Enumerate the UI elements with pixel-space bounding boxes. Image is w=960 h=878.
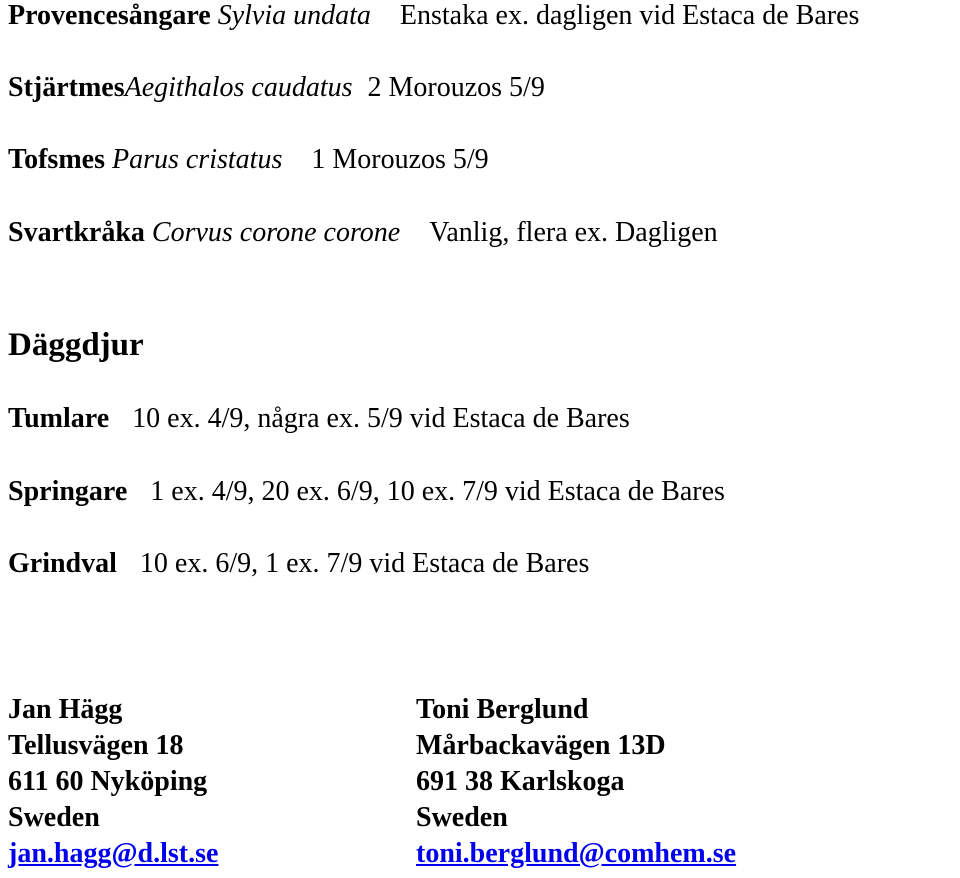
mammal-note: 10 ex. 4/9, några ex. 5/9 vid Estaca de Bares (132, 403, 630, 434)
bird-latin-name: Sylvia undata (217, 0, 371, 31)
contact-street: Mårbackavägen 13D (416, 730, 666, 761)
mammal-note: 1 ex. 4/9, 20 ex. 6/9, 10 ex. 7/9 vid Estaca de Bares (150, 476, 725, 507)
mammal-row (8, 476, 725, 508)
bird-note: 2 Morouzos 5/9 (367, 72, 545, 103)
bird-common-name: Tofsmes (8, 144, 105, 175)
contact-name: Toni Berglund (416, 694, 589, 725)
bird-note: Vanlig, flera ex. Dagligen (429, 217, 718, 248)
section-heading-mammals: Däggdjur (8, 327, 144, 363)
contact-email-link[interactable]: toni.berglund@comhem.se (416, 838, 737, 869)
contact-city: 611 60 Nyköping (8, 766, 208, 797)
contact-city: 691 38 Karlskoga (416, 766, 625, 797)
bird-common-name: Svartkråka (8, 217, 145, 248)
mammal-name: Springare (8, 476, 128, 507)
bird-row (8, 217, 718, 249)
bird-row (8, 72, 545, 104)
bird-latin-name: Parus cristatus (111, 144, 283, 175)
contact-block-jan (8, 692, 218, 872)
mammal-name: Grindval (8, 548, 117, 579)
mammal-row (8, 403, 630, 435)
contact-country: Sweden (8, 802, 100, 833)
contact-name: Jan Hägg (8, 694, 123, 725)
bird-common-name: Stjärtmes (8, 72, 125, 103)
bird-latin-name: Aegithalos caudatus (124, 72, 353, 103)
mammal-note: 10 ex. 6/9, 1 ex. 7/9 vid Estaca de Bares (139, 548, 590, 579)
contact-country: Sweden (416, 802, 508, 833)
bird-row (8, 144, 489, 176)
contact-street: Tellusvägen 18 (8, 730, 184, 761)
bird-latin-name: Corvus corone corone (151, 217, 401, 248)
mammal-row (8, 548, 589, 580)
bird-note: Enstaka ex. dagligen vid Estaca de Bares (399, 0, 860, 31)
bird-row (8, 0, 859, 32)
contact-email-link[interactable]: jan.hagg@d.lst.se (8, 838, 219, 869)
mammal-name: Tumlare (8, 403, 110, 434)
contact-block-toni (416, 692, 736, 872)
bird-note: 1 Morouzos 5/9 (311, 144, 489, 175)
bird-common-name: Provencesångare (8, 0, 211, 31)
